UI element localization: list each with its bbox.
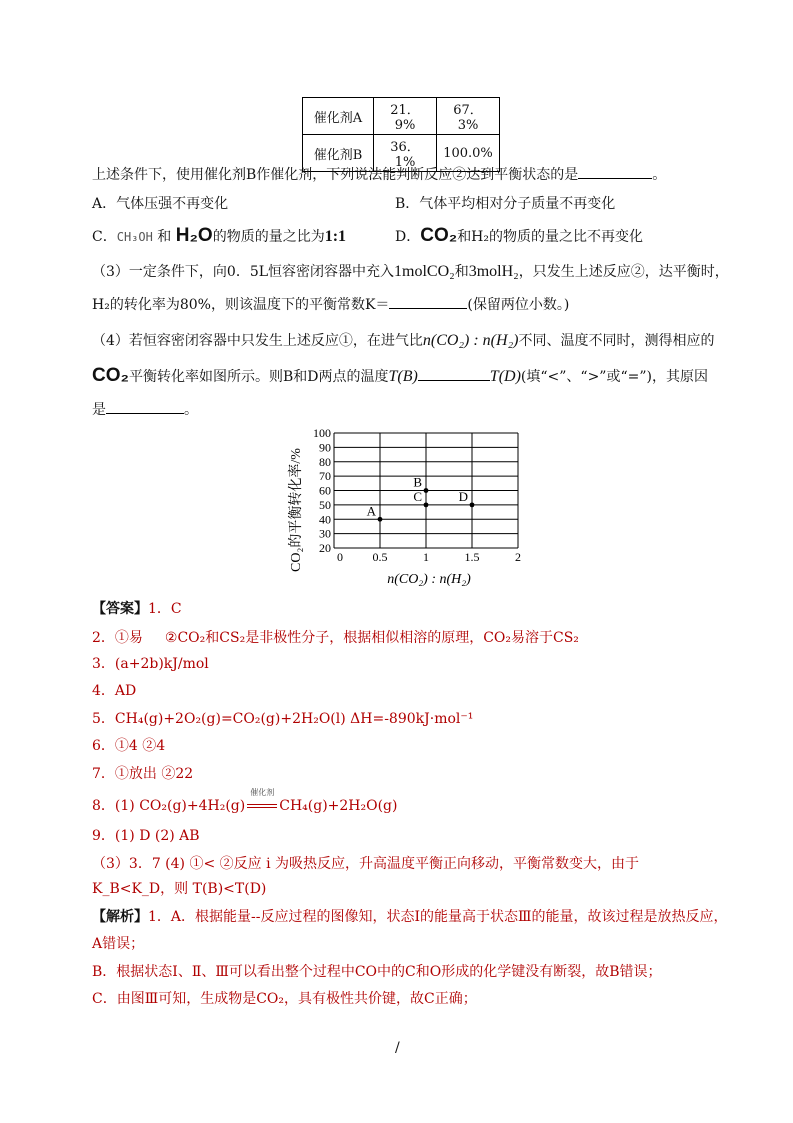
option-d: D．CO₂和H₂的物质的量之比不再变化 bbox=[395, 225, 644, 246]
x-tick-label: 2 bbox=[515, 550, 521, 564]
data-label-b: B bbox=[413, 474, 422, 490]
table-cell: 36．1% bbox=[374, 135, 437, 172]
y-tick-label: 100 bbox=[313, 426, 331, 440]
y-tick-label: 90 bbox=[319, 440, 331, 455]
y-tick-label: 20 bbox=[319, 541, 331, 555]
x-tick-label: 1 bbox=[423, 550, 429, 564]
q4-line2: CO₂平衡转化率如图所示。则B和D两点的温度T(B) T(D)(填“<”、“>”或“=”)，其原因 bbox=[92, 365, 708, 386]
y-tick-label: 60 bbox=[319, 483, 331, 498]
y-tick-label: 40 bbox=[319, 512, 331, 527]
answer-blank bbox=[106, 399, 184, 414]
answer-line-10: （3）3．7 (4) ①< ②反应 i 为吸热反应，升高温度平衡正向移动，平衡常数变大，由于 bbox=[92, 856, 640, 872]
y-tick-label: 50 bbox=[319, 497, 331, 512]
x-tick-label: 1.5 bbox=[464, 550, 480, 564]
answer-line-2: 2．①易 ②CO₂和CS₂是非极性分子，根据相似相溶的原理，CO₂易溶于CS₂ bbox=[92, 630, 579, 646]
y-tick-label: 70 bbox=[319, 469, 331, 484]
table-cell: 催化剂A bbox=[303, 98, 374, 135]
table-cell: 21．9% bbox=[374, 98, 437, 135]
answer-line-4: 4．AD bbox=[92, 683, 137, 699]
q4-line3: 是 。 bbox=[92, 399, 198, 419]
data-point-c bbox=[424, 502, 429, 507]
option-b: B．气体平均相对分子质量不再变化 bbox=[395, 196, 616, 212]
chart-points bbox=[367, 475, 475, 522]
table-cell: 67．3% bbox=[437, 98, 500, 135]
answer-blank bbox=[418, 366, 490, 381]
q3-line2: H₂的转化率为80%，则该温度下的平衡常数K＝ (保留两位小数。) bbox=[92, 294, 569, 314]
option-a: A．气体压强不再变化 bbox=[92, 196, 229, 212]
answer-line-5: 5．CH₄(g)+2O₂(g)=CO₂(g)+2H₂O(l) ΔH=-890kJ·mol⁻¹ bbox=[92, 711, 474, 727]
data-point-b bbox=[424, 488, 429, 493]
table-cell: 催化剂B bbox=[303, 135, 374, 172]
analysis-line-2: A错误； bbox=[92, 936, 145, 952]
data-point-d bbox=[470, 502, 475, 507]
analysis-line-4: C．由图Ⅲ可知，生成物是CO₂，具有极性共价键，故C正确； bbox=[92, 991, 477, 1007]
option-c: C．CH₃OH 和 H₂O的物质的量之比为1:1 bbox=[92, 225, 347, 246]
answer-line-3: 3．(a+2b)kJ/mol bbox=[92, 656, 209, 672]
q3-line1: （3）一定条件下，向0．5L恒容密闭容器中充入1molCO₂和3molH₂，只发生上述反应②，达平衡时， bbox=[92, 263, 729, 280]
chart-x-label: n(CO₂) : n(H₂) bbox=[387, 572, 471, 587]
answer-blank bbox=[578, 164, 652, 179]
question-stem: 上述条件下，使用催化剂B作催化剂，下列说法能判断反应②达到平衡状态的是 。 bbox=[92, 164, 666, 184]
answer-line-6: 6．①4 ②4 bbox=[92, 738, 166, 754]
catalyst-table bbox=[302, 97, 500, 172]
answer-blank bbox=[389, 294, 467, 309]
analysis-line-3: B．根据状态Ⅰ、Ⅱ、Ⅲ可以看出整个过程中CO中的C和O形成的化学键没有断裂，故B错误； bbox=[92, 964, 662, 980]
table-cell: 100.0% bbox=[437, 135, 500, 172]
analysis-line-1: 【解析】1．A．根据能量--反应过程的图像知，状态Ⅰ的能量高于状态Ⅲ的能量，故该过程是放热反应， bbox=[92, 909, 728, 925]
answer-line-1: 【答案】1．C bbox=[92, 601, 182, 617]
page-footer: / bbox=[395, 1040, 400, 1056]
chart-y-label: CO₂的平衡转化率/% bbox=[289, 448, 304, 572]
conversion-chart bbox=[282, 420, 542, 590]
y-tick-label: 80 bbox=[319, 454, 331, 469]
answer-line-11: K_B<K_D，则 T(B)<T(D) bbox=[92, 881, 267, 897]
x-tick-label: 0.5 bbox=[372, 550, 388, 564]
answer-line-8: 8．(1) CO₂(g)+4H₂(g) 催化剂 CH₄(g)+2H₂O(g) bbox=[92, 788, 398, 814]
table-row bbox=[303, 98, 500, 135]
data-label-c: C bbox=[413, 488, 422, 504]
x-tick-label: 0 bbox=[337, 550, 343, 564]
data-label-a: A bbox=[366, 503, 376, 519]
data-point-a bbox=[378, 517, 383, 522]
answer-line-9: 9．(1) D (2) AB bbox=[92, 828, 200, 844]
data-label-d: D bbox=[458, 488, 468, 504]
answer-line-7: 7．①放出 ②22 bbox=[92, 766, 194, 782]
q4-line1: （4）若恒容密闭容器中只发生上述反应①，在进气比n(CO₂) : n(H₂)不同、温度不同时，测得相应的 bbox=[92, 332, 715, 349]
y-tick-label: 30 bbox=[319, 526, 331, 541]
